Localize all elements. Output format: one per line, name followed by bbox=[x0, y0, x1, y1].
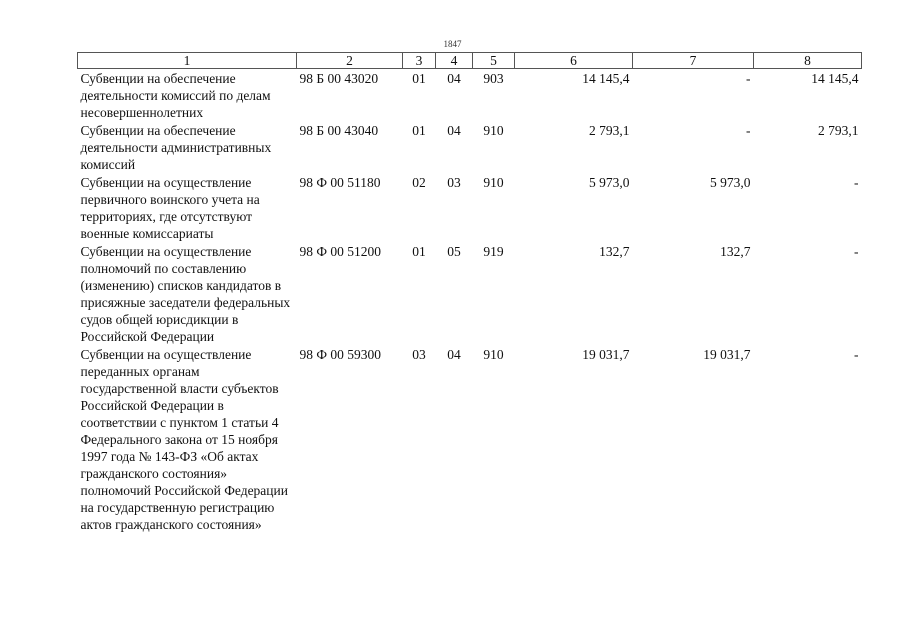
header-col-6: 6 bbox=[515, 53, 633, 69]
row-col-7: 132,7 bbox=[720, 244, 751, 259]
row-col-8: 2 793,1 bbox=[818, 123, 859, 138]
row-code: 98 Б 00 43020 bbox=[299, 71, 379, 86]
row-code: 98 Б 00 43040 bbox=[299, 123, 379, 138]
header-col-3: 3 bbox=[403, 53, 436, 69]
row-col-6: 19 031,7 bbox=[582, 347, 630, 362]
row-col-5: 919 bbox=[483, 244, 504, 259]
row-code: 98 Ф 00 59300 bbox=[299, 347, 382, 362]
row-col-7: - bbox=[746, 71, 751, 86]
header-col-8: 8 bbox=[754, 53, 862, 69]
table-row bbox=[78, 121, 862, 173]
table-row bbox=[78, 242, 862, 345]
row-name: Субвенции на осуществление первичного воинского учета на территориях, где отсутствуют военные комиссариаты bbox=[80, 175, 260, 241]
row-col-3: 01 bbox=[412, 244, 426, 259]
row-name: Субвенции на обеспечение деятельности комиссий по делам несовершеннолетних bbox=[80, 71, 271, 120]
row-col-5: 910 bbox=[483, 123, 504, 138]
row-col-6: 132,7 bbox=[599, 244, 630, 259]
row-col-5: 910 bbox=[483, 175, 504, 190]
row-col-6: 5 973,0 bbox=[589, 175, 630, 190]
row-code: 98 Ф 00 51200 bbox=[299, 244, 382, 259]
header-col-7: 7 bbox=[633, 53, 754, 69]
row-name: Субвенции на осуществление полномочий по составлению (изменению) списков кандидатов в присяжные заседатели федеральных судов общей юрисдикции в Российской Федерации bbox=[80, 244, 291, 344]
row-col-3: 01 bbox=[412, 71, 426, 86]
header-col-5: 5 bbox=[473, 53, 515, 69]
row-col-4: 04 bbox=[447, 71, 461, 86]
table-row bbox=[78, 345, 862, 533]
page-number: 1847 bbox=[443, 39, 462, 49]
row-col-8: 14 145,4 bbox=[811, 71, 859, 86]
header-col-1: 1 bbox=[78, 53, 297, 69]
row-col-5: 910 bbox=[483, 347, 504, 362]
row-col-7: 5 973,0 bbox=[710, 175, 751, 190]
row-code: 98 Ф 00 51180 bbox=[299, 175, 381, 190]
row-col-8: - bbox=[854, 244, 859, 259]
row-col-4: 04 bbox=[447, 123, 461, 138]
row-col-4: 04 bbox=[447, 347, 461, 362]
row-name: Субвенции на обеспечение деятельности административных комиссий bbox=[80, 123, 272, 172]
row-col-3: 03 bbox=[412, 347, 426, 362]
row-col-5: 903 bbox=[483, 71, 504, 86]
table-row bbox=[78, 69, 862, 122]
budget-table bbox=[77, 52, 862, 533]
row-col-7: - bbox=[746, 123, 751, 138]
row-col-3: 02 bbox=[412, 175, 426, 190]
row-col-8: - bbox=[854, 175, 859, 190]
row-col-8: - bbox=[854, 347, 859, 362]
row-col-6: 14 145,4 bbox=[582, 71, 630, 86]
row-col-4: 03 bbox=[447, 175, 461, 190]
row-name: Субвенции на осуществление переданных органам государственной власти субъектов Российской Федерации в соответствии с пунктом 1 статьи 4 Федерального закона от 15 ноября 1997 года № 143-ФЗ «Об актах гражданского состояния» полномочий Российской Федерации на государственную регистрацию актов гражданского состояния» bbox=[80, 347, 288, 532]
header-row bbox=[78, 53, 862, 69]
row-col-4: 05 bbox=[447, 244, 461, 259]
table-row bbox=[78, 173, 862, 242]
row-col-7: 19 031,7 bbox=[703, 347, 751, 362]
row-col-6: 2 793,1 bbox=[589, 123, 630, 138]
header-col-2: 2 bbox=[297, 53, 403, 69]
header-col-4: 4 bbox=[436, 53, 473, 69]
row-col-3: 01 bbox=[412, 123, 426, 138]
